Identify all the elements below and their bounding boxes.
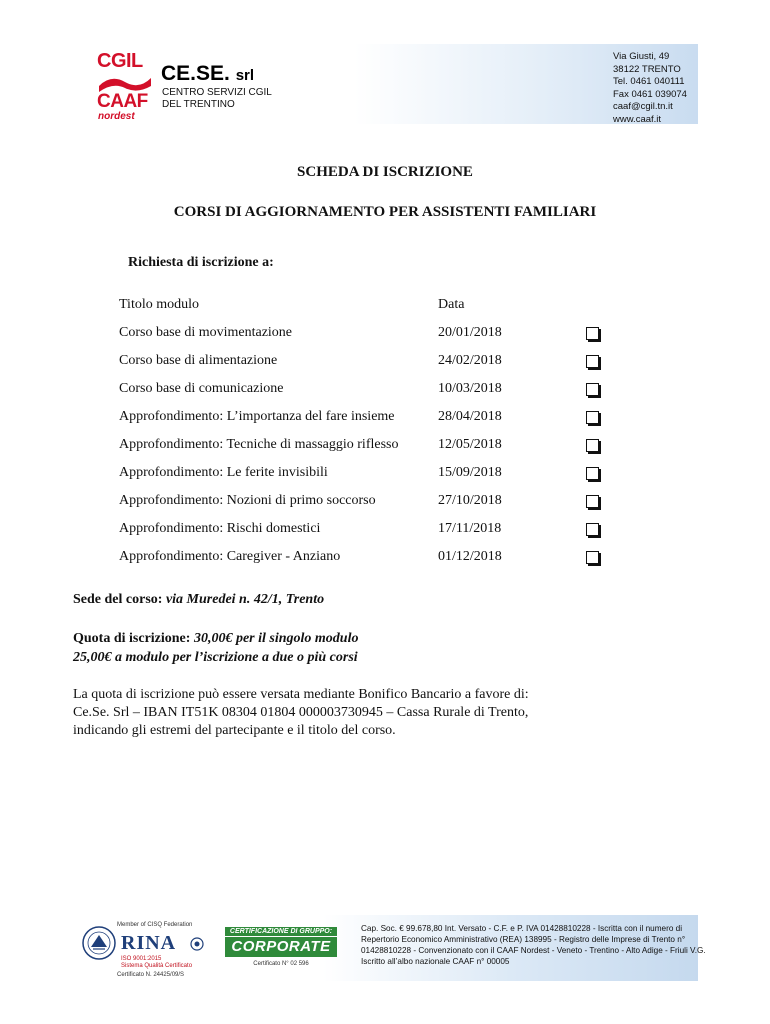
accreditation-icon: [190, 937, 204, 951]
corporate-certification: [225, 927, 337, 967]
rina-seal-icon: [81, 925, 117, 961]
course-table: [119, 297, 609, 577]
course-checkbox[interactable]: [586, 327, 599, 340]
table-row: [119, 493, 609, 521]
company-subtitle-line: CENTRO SERVIZI CGIL: [162, 87, 272, 98]
legal-line: 01428810228 - Convenzionato con il CAAF Nordest - Veneto - Trentino - Alto Adige - Friuli V.G.: [361, 946, 706, 955]
caaf-logo: CAAF: [97, 91, 148, 112]
contact-website[interactable]: www.caaf.it: [613, 113, 662, 125]
course-checkbox[interactable]: [586, 467, 599, 480]
course-title: Corso base di movimentazione: [119, 325, 293, 340]
company-name: [161, 62, 254, 86]
contact-city: 38122 TRENTO: [613, 63, 681, 75]
course-title: Corso base di alimentazione: [119, 353, 278, 368]
corporate-cert-heading: CERTIFICAZIONE DI GRUPPO:: [225, 927, 337, 936]
legal-line: Iscritto all’albo nazionale CAAF n° 00005: [361, 957, 510, 966]
fee-multi: 25,00€ a modulo per l’iscrizione a due o più corsi: [73, 650, 358, 665]
company-name-text: CE.SE.: [161, 62, 230, 85]
course-checkbox[interactable]: [586, 551, 599, 564]
nordest-logo: nordest: [98, 111, 135, 122]
company-subtitle: [162, 87, 272, 111]
contact-address: Via Giusti, 49: [613, 51, 670, 62]
rina-certification: [77, 919, 212, 977]
fee-label: Quota di iscrizione:: [73, 631, 191, 646]
course-date: 01/12/2018: [438, 549, 502, 564]
rina-logo: RINA: [121, 932, 177, 954]
contact-email[interactable]: caaf@cgil.tn.it: [613, 101, 673, 112]
contact-block: [613, 51, 687, 126]
course-title: Approfondimento: Tecniche di massaggio riflesso: [119, 437, 399, 452]
course-title: Approfondimento: Le ferite invisibili: [119, 465, 328, 480]
table-row: [119, 409, 609, 437]
contact-phone: Tel. 0461 040111: [613, 76, 685, 87]
payment-line: Ce.Se. Srl – IBAN IT51K 08304 01804 000003730945 – Cassa Rurale di Trento,: [73, 705, 529, 720]
venue-label: Sede del corso:: [73, 592, 163, 607]
letterhead-header: [73, 44, 698, 124]
page-title: SCHEDA DI ISCRIZIONE: [297, 164, 473, 180]
venue-value: via Muredei n. 42/1, Trento: [165, 592, 325, 607]
letterhead-footer: [73, 915, 706, 981]
page-subtitle: CORSI DI AGGIORNAMENTO PER ASSISTENTI FAMILIARI: [173, 204, 597, 220]
table-row: [119, 353, 609, 381]
course-checkbox[interactable]: [586, 411, 599, 424]
rina-iso-text: [121, 956, 192, 970]
fee-block: [73, 629, 358, 667]
table-row: [119, 521, 609, 549]
fee-line-single: [73, 629, 358, 648]
course-checkbox[interactable]: [586, 355, 599, 368]
course-date: 10/03/2018: [438, 381, 502, 396]
course-title: Approfondimento: Nozioni di primo soccorso: [119, 493, 376, 508]
request-label: Richiesta di iscrizione a:: [128, 255, 274, 270]
course-date: 24/02/2018: [438, 353, 502, 368]
course-title: Approfondimento: Caregiver - Anziano: [119, 549, 341, 564]
table-row: [119, 325, 609, 353]
corporate-cert-logo: CORPORATE: [225, 937, 337, 957]
company-suffix: srl: [235, 67, 255, 84]
column-header-date: Data: [438, 297, 465, 312]
course-date: 17/11/2018: [438, 521, 502, 536]
table-row: [119, 381, 609, 409]
contact-fax: Fax 0461 039074: [613, 88, 687, 100]
legal-line: Repertorio Economico Amministrativo (REA) 138995 - Registro delle Imprese di Trento n°: [361, 935, 686, 944]
course-title: Corso base di comunicazione: [119, 381, 284, 396]
payment-line: La quota di iscrizione può essere versata mediante Bonifico Bancario a favore di:: [73, 687, 529, 702]
course-checkbox[interactable]: [586, 439, 599, 452]
rina-iso-label: Sistema Qualità Certificato: [121, 963, 193, 969]
legal-notice: [361, 923, 706, 967]
rina-member-text: Member of CISQ Federation: [117, 922, 193, 928]
venue-line: [73, 592, 324, 608]
course-checkbox[interactable]: [586, 523, 599, 536]
rina-certificate-number: Certificato N. 24425/09/S: [117, 972, 185, 978]
payment-line: indicando gli estremi del partecipante e il titolo del corso.: [73, 723, 396, 738]
course-date: 28/04/2018: [438, 409, 502, 424]
course-date: 15/09/2018: [438, 465, 502, 480]
course-date: 12/05/2018: [438, 437, 502, 452]
column-header-module: Titolo modulo: [119, 297, 200, 312]
cgil-logo: CGIL: [97, 50, 143, 72]
company-subtitle-line: DEL TRENTINO: [162, 99, 235, 110]
legal-line: Cap. Soc. € 99.678,80 Int. Versato - C.F. e P. IVA 01428810228 - Iscritta con il numero di: [361, 924, 683, 933]
table-row: [119, 465, 609, 493]
payment-paragraph: [73, 686, 613, 740]
course-date: 20/01/2018: [438, 325, 502, 340]
rina-iso-standard: ISO 9001:2015: [121, 956, 162, 962]
table-row: [119, 437, 609, 465]
table-header: [119, 297, 609, 325]
course-title: Approfondimento: L’importanza del fare insieme: [119, 409, 395, 424]
table-row: [119, 549, 609, 577]
course-checkbox[interactable]: [586, 383, 599, 396]
course-title: Approfondimento: Rischi domestici: [119, 521, 321, 536]
course-checkbox[interactable]: [586, 495, 599, 508]
fee-single: 30,00€ per il singolo modulo: [193, 631, 359, 646]
course-date: 27/10/2018: [438, 493, 502, 508]
corporate-cert-number: Certificato N° 02 596: [253, 961, 309, 967]
fee-line-multi: [73, 648, 358, 667]
